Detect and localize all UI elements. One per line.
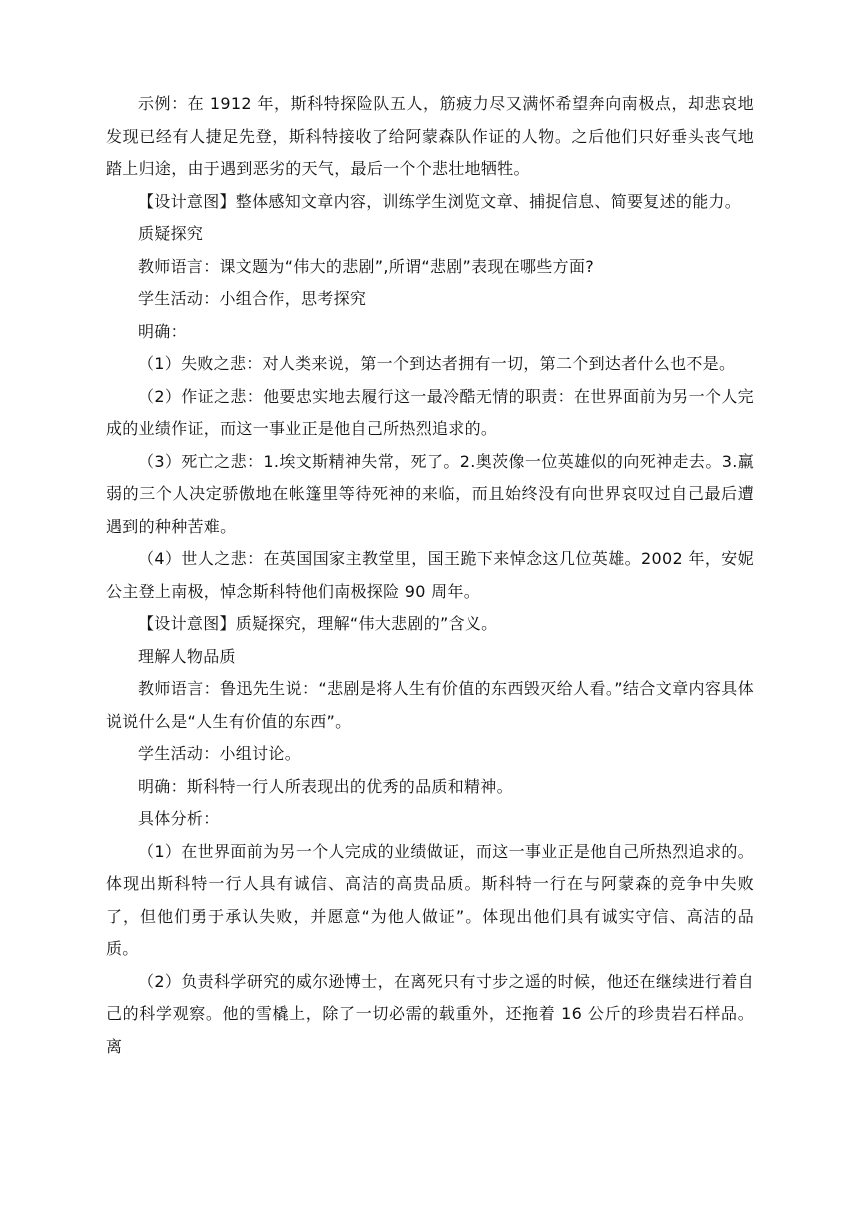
list-item-tragedy-3: （3）死亡之悲：1.埃文斯精神失常，死了。2.奥茨像一位英雄似的向死神走去。3.羸弱的三个人决定骄傲地在帐篷里等待死神的来临，而且始终没有向世界哀叹过自己最后遭遇到的种种苦难。 bbox=[106, 451, 754, 536]
section-heading-character: 理解人物品质 bbox=[138, 646, 236, 666]
list-item-analysis-2: （2）负责科学研究的威尔逊博士，在离死只有寸步之遥的时候，他还在继续进行着自己的科学观察。他的雪橇上，除了一切必需的载重外，还拖着 16 公斤的珍贵岩石样品。离 bbox=[106, 971, 754, 1056]
paragraph-teacher-language-1: 教师语言：课文题为“伟大的悲剧”,所谓“悲剧”表现在哪些方面? bbox=[138, 256, 595, 276]
paragraph-analysis-heading: 具体分析： bbox=[138, 809, 220, 828]
paragraph-student-activity-1: 学生活动：小组合作，思考探究 bbox=[138, 289, 367, 308]
paragraph-design-intent-1: 【设计意图】整体感知文章内容，训练学生浏览文章、捕捉信息、简要复述的能力。 bbox=[138, 191, 742, 211]
paragraph-design-intent-2: 【设计意图】质疑探究，理解“伟大悲剧的”含义。 bbox=[138, 614, 498, 633]
paragraph-clarify-2: 明确：斯科特一行人所表现出的优秀的品质和精神。 bbox=[138, 776, 513, 796]
paragraph-teacher-language-2: 教师语言：鲁迅先生说：“悲剧是将人生有价值的东西毁灭给人看。”结合文章内容具体说说什么是“人生有价值的东西”。 bbox=[106, 679, 754, 731]
document-body bbox=[106, 88, 754, 1063]
list-item-tragedy-1: （1）失败之悲：对人类来说，第一个到达者拥有一切，第二个到达者什么也不是。 bbox=[138, 354, 736, 373]
list-item-tragedy-2: （2）作证之悲：他要忠实地去履行这一最冷酷无情的职责：在世界面前为另一个人完成的业绩作证，而这一事业正是他自己所热烈追求的。 bbox=[106, 386, 754, 438]
paragraph-clarify-1: 明确： bbox=[138, 321, 187, 341]
list-item-analysis-1: （1）在世界面前为另一个人完成的业绩做证，而这一事业正是他自己所热烈追求的。体现出斯科特一行人具有诚信、高洁的高贵品质。斯科特一行在与阿蒙森的竞争中失败了，但他们勇于承认失败，并愿意“为他人做证”。体现出他们具有诚实守信、高洁的品质。 bbox=[106, 841, 754, 958]
list-item-tragedy-4: （4）世人之悲：在英国国家主教堂里，国王跪下来悼念这几位英雄。2002 年，安妮公主登上南极，悼念斯科特他们南极探险 90 周年。 bbox=[106, 549, 754, 601]
section-heading-questioning: 质疑探究 bbox=[138, 224, 204, 243]
paragraph-student-activity-2: 学生活动：小组讨论。 bbox=[138, 744, 302, 763]
paragraph-example: 示例：在 1912 年，斯科特探险队五人，筋疲力尽又满怀希望奔向南极点，却悲哀地发现已经有人捷足先登，斯科特接收了给阿蒙森队作证的人物。之后他们只好垂头丧气地踏上归途，由于遇到恶劣的天气，最后一个个悲壮地牺牲。 bbox=[106, 94, 754, 178]
